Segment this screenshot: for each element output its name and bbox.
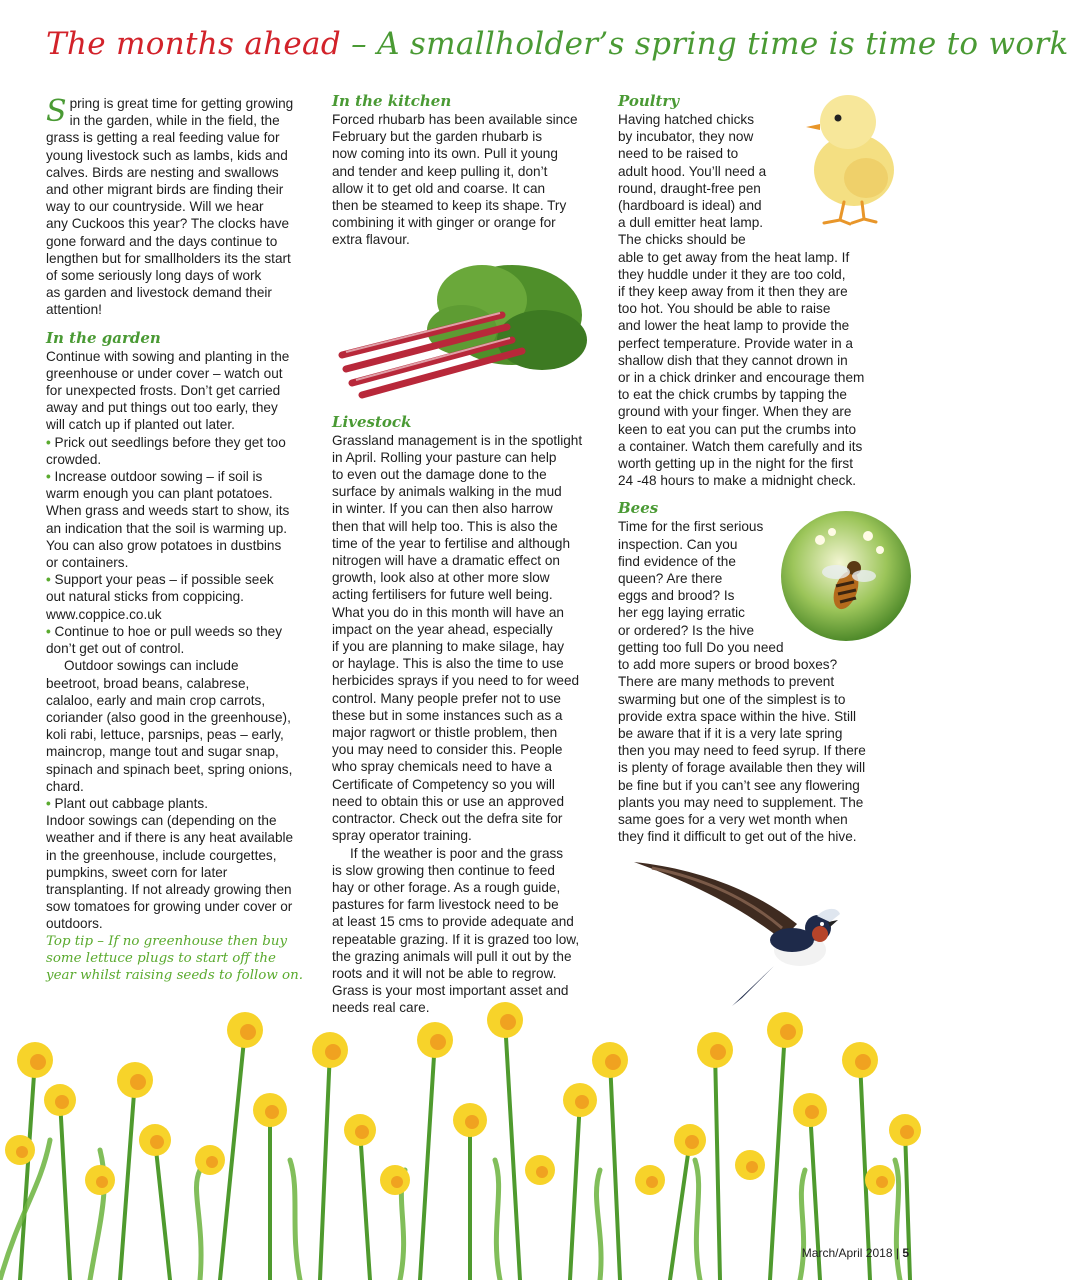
livestock-line: contractor. Check out the defra site for [332,811,563,827]
livestock-line: What you do in this month will have an [332,604,564,620]
livestock-line: If the weather is poor and the grass [350,845,564,861]
livestock-line: you may need to consider this. People [332,742,563,758]
livestock-line: if you are planning to make silage, hay [332,639,564,655]
livestock-line: Grass is your most important asset and [332,983,569,999]
outdoor-line: Outdoor sowings can include [64,658,239,674]
tip-line: some lettuce plugs to start off the [46,950,276,966]
poultry-line: 24 -48 hours to make a midnight check. [618,473,857,489]
bullet-line: Prick out seedlings before they get too [54,434,286,450]
poultry-line: too hot. You should be able to raise [618,301,831,317]
bullet-line: don’t get out of control. [46,641,185,657]
poultry-line: adult hood. You’ll need a [618,163,767,179]
intro-line: attention! [46,302,102,318]
poultry-line: and lower the heat lamp to provide the [618,318,850,334]
bullet-line: Plant out cabbage plants. [54,795,208,811]
livestock-line: is slow growing then continue to feed [332,862,555,878]
page-number: 5 [902,1246,909,1260]
bees-line: be aware that if it is a very late spring [618,725,843,741]
bullet-line: Continue to hoe or pull weeds so they [54,623,283,639]
bees-line: queen? Are there [618,571,723,587]
garden-line: will catch up if planted out later. [46,417,235,433]
livestock-heading: Livestock [332,412,412,431]
intro-paragraph [46,95,314,319]
livestock-line: surface by animals walking in the mud [332,484,562,500]
outdoor-line: calaloo, early and main crop carrots, [46,692,266,708]
poultry-line: (hardboard is ideal) and [618,198,762,214]
bees-line: inspection. Can you [618,536,738,552]
poultry-line: or in a chick drinker and encourage them [618,370,865,386]
intro-line: pring is great time for getting growing [69,96,294,111]
poultry-line: need to be raised to [618,146,739,162]
kitchen-line: then be steamed to keep its shape. Try [332,198,567,214]
issue-label: March/April 2018 [801,1246,893,1260]
bee-image [780,510,912,642]
indoor-line: pumpkins, sweet corn for later [46,864,228,880]
livestock-line: then that will help too. This is also the [332,518,558,534]
bullet-icon: • [46,623,51,639]
bullet-line: When grass and weeds start to show, its [46,503,290,519]
outdoor-line: beetroot, broad beans, calabrese, [46,675,250,691]
coppice-link[interactable]: www.coppice.co.uk [46,606,162,622]
poultry-line: ground with your finger. When they are [618,404,852,420]
indoor-line: weather and if there is any heat available [46,830,294,846]
bullet-line: crowded. [46,451,102,467]
bullet-line: Increase outdoor sowing – if soil is [54,469,263,485]
kitchen-line: extra flavour. [332,232,410,248]
bees-line: Time for the first serious [618,519,764,535]
livestock-line: Certificate of Competency so you will [332,776,555,792]
livestock-line: pastures for farm livestock need to be [332,897,559,913]
poultry-line: shallow dish that they cannot drown in [618,352,848,368]
rhubarb-image [332,255,600,405]
poultry-line: a dull emitter heat lamp. [618,215,764,231]
intro-line: as garden and livestock demand their [46,285,272,301]
bullet-line: or containers. [46,555,129,571]
livestock-line: needs real care. [332,1000,430,1016]
livestock-line: need to obtain this or use an approved [332,793,565,809]
livestock-line: in winter. If you can then also harrow [332,501,553,517]
indoor-line: Indoor sowings can (depending on the [46,813,277,829]
garden-line: away and put things out too early, they [46,400,278,416]
poultry-line: to eat the chick crumbs by tapping the [618,387,847,403]
intro-line: gone forward and the days continue to [46,233,278,249]
poultry-line: The chicks should be [618,232,746,248]
bees-line: provide extra space within the hive. Still [618,708,857,724]
bees-line: eggs and brood? Is [618,588,735,604]
bullet-line: warm enough you can plant potatoes. [46,486,273,502]
poultry-line: Having hatched chicks [618,112,755,127]
bees-line: her egg laying erratic [618,605,745,621]
garden-line: for unexpected frosts. Don’t get carried [46,383,281,399]
poultry-heading: Poultry [618,92,680,110]
title-part-2: – A smallholder’s spring time is time to work [340,26,1069,62]
bees-line: find evidence of the [618,553,736,569]
bees-line: be fine but if you can’t see any flowering [618,777,860,793]
page-footer [802,1246,909,1260]
poultry-line: they huddle under it they are too cold, [618,266,846,282]
poultry-line: worth getting up in the night for the first [618,456,854,472]
livestock-line: the grazing animals will pull it out by the [332,948,572,964]
kitchen-line: February but the garden rhubarb is [332,129,543,145]
poultry-line: keen to eat you can put the crumbs into [618,421,857,437]
outdoor-line: chard. [46,778,84,794]
kitchen-line: and tender and keep pulling it, don’t [332,163,548,179]
livestock-line: who spray chemicals need to have a [332,759,552,775]
livestock-line: to even out the damage done to the [332,467,547,483]
livestock-line: impact on the year ahead, especially [332,621,553,637]
bees-line: they find it difficult to get out of the hive. [618,829,857,845]
bees-line: to add more supers or brood boxes? [618,657,838,673]
poultry-line: able to get away from the heat lamp. If [618,249,850,265]
livestock-line: these but in some instances such as a [332,707,563,723]
poultry-line: if they keep away from it then they are [618,284,848,300]
outdoor-line: spinach and spinach beet, spring onions, [46,761,293,777]
kitchen-paragraph [332,111,602,249]
title-part-1: The months ahead [46,26,341,62]
indoor-line: transplanting. If not already growing then [46,881,292,897]
top-tip [46,933,314,984]
bees-line: is plenty of forage available then they will [618,760,866,776]
livestock-line: growth, look also at other more slow [332,570,550,586]
outdoor-line: koli rabi, lettuce, parsnips, peas – early, [46,727,284,743]
bees-line: same goes for a very wet month when [618,811,848,827]
footer-separator: | [892,1246,903,1260]
garden-line: greenhouse or under cover – watch out [46,365,283,381]
poultry-line: round, draught-free pen [618,180,761,196]
poultry-line: perfect temperature. Provide water in a [618,335,853,351]
bullet-line: an indication that the soil is warming up. [46,520,288,536]
livestock-line: hay or other forage. As a rough guide, [332,879,561,895]
kitchen-line: combining it with ginger or orange for [332,215,556,231]
garden-line: Continue with sowing and planting in the [46,348,290,364]
swallow-image [632,858,842,1010]
poultry-line: a container. Watch them carefully and its [618,438,863,454]
bullet-icon: • [46,469,51,485]
bees-line: plants you may need to supplement. The [618,794,864,810]
bees-line: swarming but one of the simplest is to [618,691,846,707]
bees-line: or ordered? Is the hive [618,622,755,638]
livestock-line: spray operator training. [332,828,472,844]
tip-line: Top tip – If no greenhouse then buy [46,933,288,949]
outdoor-line: coriander (also good in the greenhouse), [46,709,291,725]
tip-line: year whilst raising seeds to follow on. [46,967,303,983]
bees-line: then you may need to feed syrup. If there [618,743,866,759]
indoor-line: in the greenhouse, include courgettes, [46,847,277,863]
intro-line: grass is getting a real feeding value for [46,130,280,146]
livestock-line: roots and it will not be able to regrow. [332,965,557,981]
poultry-line: by incubator, they now [618,129,754,145]
intro-line: calves. Birds are nesting and swallows [46,164,279,180]
garden-paragraph [46,348,314,933]
daffodils-image [0,990,931,1280]
livestock-line: time of the year to fertilise and although [332,535,571,551]
indoor-line: sow tomatoes for growing under cover or [46,899,293,915]
livestock-paragraph [332,432,602,1017]
kitchen-line: allow it to get old and coarse. It can [332,180,546,196]
bullet-icon: • [46,434,51,450]
livestock-line: repeatable grazing. If it is grazed too low, [332,931,580,947]
livestock-line: nitrogen will have a dramatic effect on [332,553,560,569]
intro-line: of some seriously long days of work [46,268,262,284]
intro-line: any Cuckoos this year? The clocks have [46,216,290,232]
page-title [46,26,1069,76]
livestock-line: in April. Rolling your pasture can help [332,449,557,465]
bees-line: getting too full Do you need [618,639,784,655]
drop-cap: S [46,94,67,129]
outdoor-line: maincrop, mange tout and sugar snap, [46,744,279,760]
kitchen-heading: In the kitchen [332,92,452,110]
bullet-icon: • [46,572,51,588]
livestock-line: herbicides sprays if you need to for weed [332,673,580,689]
garden-heading: In the garden [46,328,161,347]
bullet-line: Support your peas – if possible seek [54,572,274,588]
livestock-line: major ragwort or thistle problem, then [332,725,558,741]
kitchen-line: Forced rhubarb has been available since [332,112,578,127]
intro-line: way to our countryside. Will we hear [46,199,264,215]
bullet-line: You can also grow potatoes in dustbins [46,537,282,553]
indoor-line: outdoors. [46,916,103,932]
chick-image [796,82,900,228]
livestock-line: Grassland management is in the spotlight [332,432,583,448]
column-middle [332,92,602,1017]
intro-line: and other migrant birds are finding their [46,182,284,198]
kitchen-line: now coming into its own. Pull it young [332,146,558,162]
livestock-line: at least 15 cms to provide adequate and [332,914,574,930]
bullet-line: out natural sticks from coppicing. [46,589,244,605]
bees-heading: Bees [618,499,659,518]
intro-line: lengthen but for smallholders its the start [46,250,291,266]
column-left [46,95,314,984]
livestock-line: acting fertilisers for future well being. [332,587,553,603]
intro-line: young livestock such as lambs, kids and [46,147,288,163]
intro-line: in the garden, while in the field, the [69,113,280,129]
bees-line: There are many methods to prevent [618,674,835,690]
livestock-line: or haylage. This is also the time to use [332,656,564,672]
livestock-line: control. Many people prefer not to use [332,690,561,706]
bullet-icon: • [46,795,51,811]
